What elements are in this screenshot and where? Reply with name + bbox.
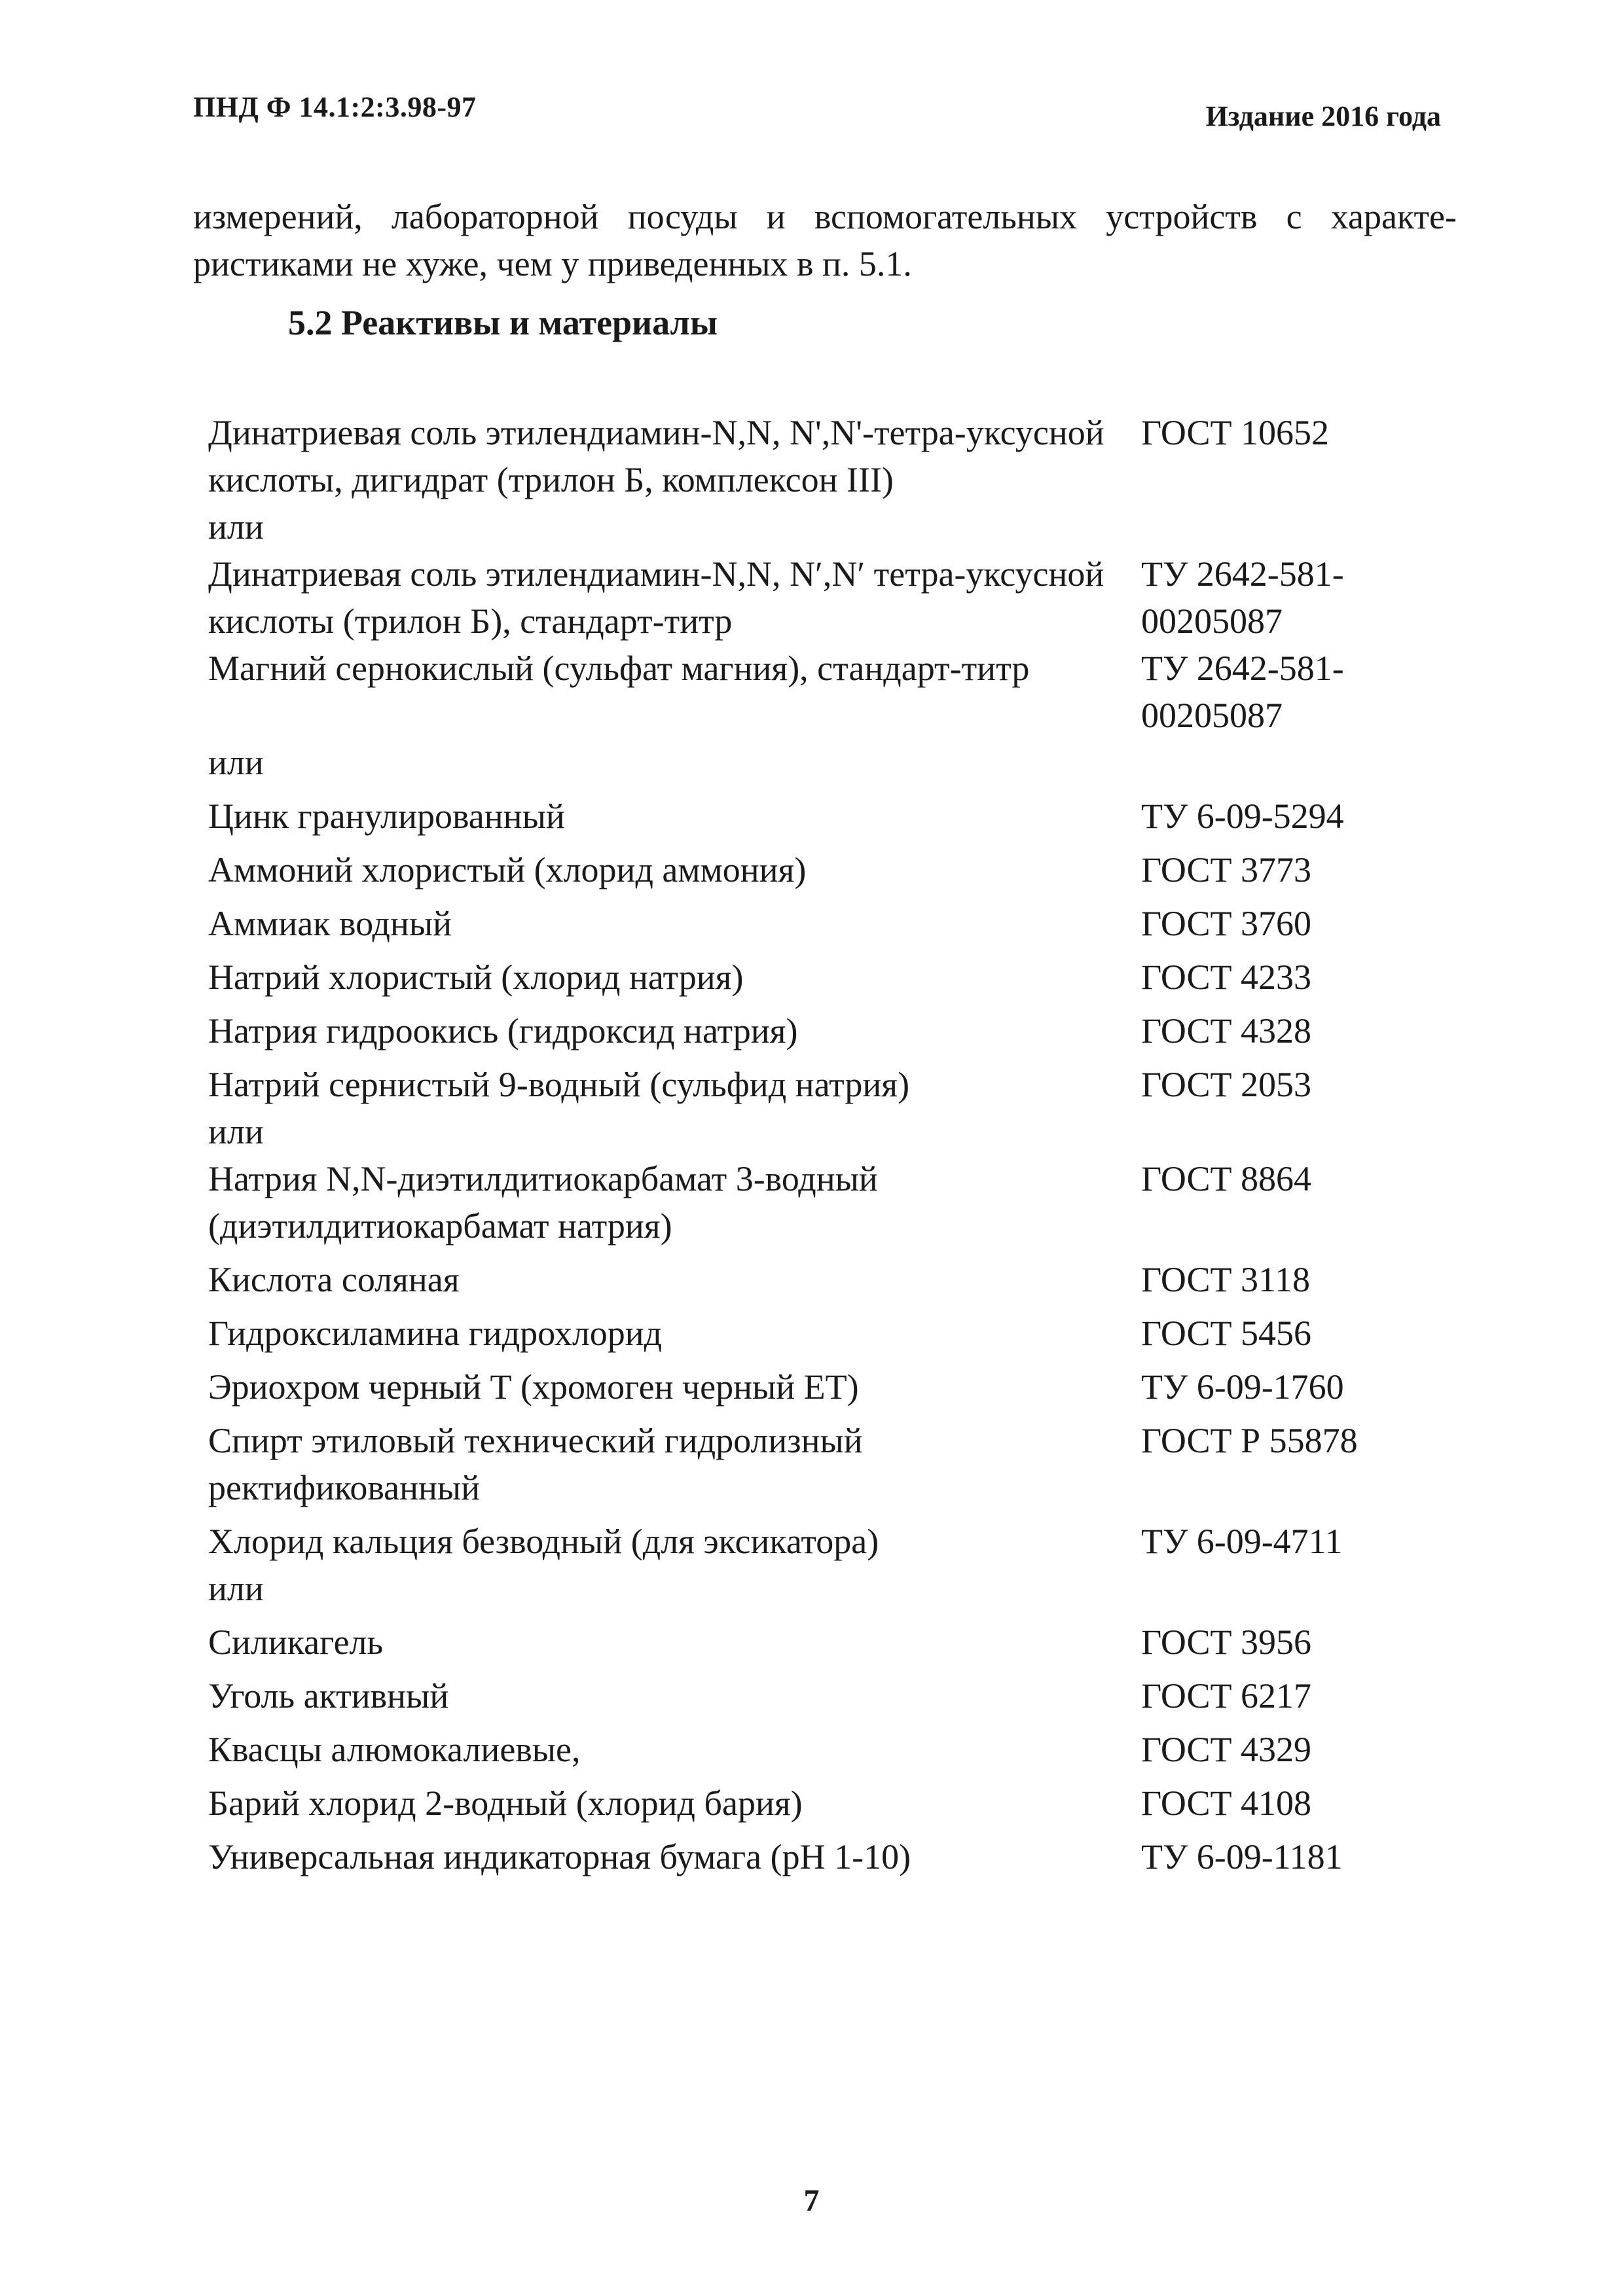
document-code: ПНД Ф 14.1:2:3.98-97: [193, 91, 477, 123]
reagent-row: [208, 840, 1452, 893]
reagent-row: [208, 1511, 1452, 1565]
reagent-standard: ГОСТ 6217: [1141, 1676, 1312, 1715]
reagent-standard: ТУ 6-09-5294: [1141, 797, 1344, 836]
reagent-standard: ГОСТ Р 55878: [1141, 1421, 1358, 1460]
reagent-name: Натрий хлористый (хлорид натрия): [208, 958, 744, 997]
intro-paragraph: измерений, лабораторной посуды и вспомогательных устройств с характе-ристиками не хуже, чем у приведенных в п. 5.1.: [193, 197, 1457, 283]
reagent-row: [208, 1303, 1452, 1357]
reagent-name: Уголь активный: [208, 1676, 449, 1715]
reagent-standard: ТУ 6-09-1760: [1141, 1367, 1344, 1407]
reagent-name: Барий хлорид 2-водный (хлорид бария): [208, 1784, 803, 1823]
reagent-row: [208, 1357, 1452, 1410]
reagent-standard: [1141, 1565, 1452, 1612]
reagent-name: Гидроксиламина гидрохлорид: [208, 1314, 663, 1353]
reagent-standard: ГОСТ 4233: [1141, 958, 1312, 997]
reagent-name: Хлорид кальция безводный (для эксикатора): [208, 1522, 879, 1561]
reagent-name: Динатриевая соль этилендиамин-N,N, N',N'-тетра-уксусной кислоты, дигидрат (трилон Б, комплексон III): [208, 413, 1104, 499]
reagent-row: [208, 550, 1452, 645]
reagent-row: [208, 947, 1452, 1001]
reagent-row: [208, 1612, 1452, 1666]
reagent-row: [208, 786, 1452, 840]
reagent-row: [208, 1773, 1452, 1827]
reagent-name: или: [208, 1112, 264, 1151]
reagent-name: Спирт этиловый технический гидролизный ректификованный: [208, 1421, 863, 1507]
reagent-standard: ТУ 2642-581-00205087: [1141, 649, 1344, 735]
reagent-row: [208, 1108, 1452, 1155]
reagent-name: или: [208, 743, 264, 782]
reagent-row: [208, 1249, 1452, 1303]
reagents-table: [208, 409, 1452, 1880]
reagent-standard: ГОСТ 4108: [1141, 1784, 1312, 1823]
reagent-name: Цинк гранулированный: [208, 797, 565, 836]
reagent-row: [208, 503, 1452, 550]
reagent-row: [208, 409, 1452, 503]
reagent-name: Универсальная индикаторная бумага (pH 1-10): [208, 1837, 911, 1876]
reagent-standard: ГОСТ 3956: [1141, 1623, 1312, 1662]
reagent-standard: ГОСТ 5456: [1141, 1314, 1312, 1353]
reagent-standard: [1141, 1108, 1452, 1155]
reagent-standard: ТУ 6-09-4711: [1141, 1522, 1343, 1561]
reagent-row: [208, 1054, 1452, 1108]
reagent-standard: ТУ 2642-581-00205087: [1141, 554, 1344, 641]
reagent-standard: ГОСТ 3773: [1141, 850, 1312, 889]
reagent-standard: ГОСТ 4328: [1141, 1011, 1312, 1050]
reagent-standard: [1141, 739, 1452, 786]
reagent-standard: ГОСТ 4329: [1141, 1730, 1312, 1769]
reagent-name: Аммиак водный: [208, 904, 452, 943]
reagent-name: или: [208, 507, 264, 547]
section-title: 5.2 Реактивы и материалы: [288, 303, 718, 342]
reagent-row: [208, 1565, 1452, 1612]
reagent-name: Магний сернокислый (сульфат магния), стандарт-титр: [208, 649, 1030, 688]
reagent-row: [208, 1410, 1452, 1511]
reagent-standard: ГОСТ 2053: [1141, 1065, 1312, 1104]
page-number: 7: [803, 2183, 820, 2218]
reagent-standard: ТУ 6-09-1181: [1141, 1837, 1343, 1876]
reagent-row: [208, 1827, 1452, 1880]
edition-label: Издание 2016 года: [1205, 100, 1441, 132]
reagent-name: Динатриевая соль этилендиамин-N,N, N′,N′ тетра-уксусной кислоты (трилон Б), стандарт-титр: [208, 554, 1104, 641]
reagent-name: Натрия гидроокись (гидроксид натрия): [208, 1011, 798, 1050]
reagent-name: Натрия N,N-диэтилдитиокарбамат 3-водный (диэтилдитиокарбамат натрия): [208, 1159, 878, 1246]
reagent-row: [208, 1155, 1452, 1249]
reagent-standard: ГОСТ 10652: [1141, 413, 1330, 452]
reagent-standard: ГОСТ 3760: [1141, 904, 1312, 943]
reagent-standard: ГОСТ 8864: [1141, 1159, 1312, 1198]
reagent-standard: ГОСТ 3118: [1141, 1260, 1311, 1299]
reagent-row: [208, 1001, 1452, 1054]
reagent-standard: [1141, 503, 1452, 550]
reagent-row: [208, 739, 1452, 786]
reagent-name: Квасцы алюмокалиевые,: [208, 1730, 581, 1769]
reagent-row: [208, 645, 1452, 739]
reagent-row: [208, 893, 1452, 947]
reagent-row: [208, 1666, 1452, 1719]
reagent-row: [208, 1719, 1452, 1773]
reagent-name: Силикагель: [208, 1623, 384, 1662]
reagent-name: Натрий сернистый 9-водный (сульфид натрия): [208, 1065, 910, 1104]
reagent-name: или: [208, 1569, 264, 1608]
reagent-name: Эриохром черный Т (хромоген черный ЕТ): [208, 1367, 859, 1407]
reagent-name: Кислота соляная: [208, 1260, 460, 1299]
reagent-name: Аммоний хлористый (хлорид аммония): [208, 850, 807, 889]
